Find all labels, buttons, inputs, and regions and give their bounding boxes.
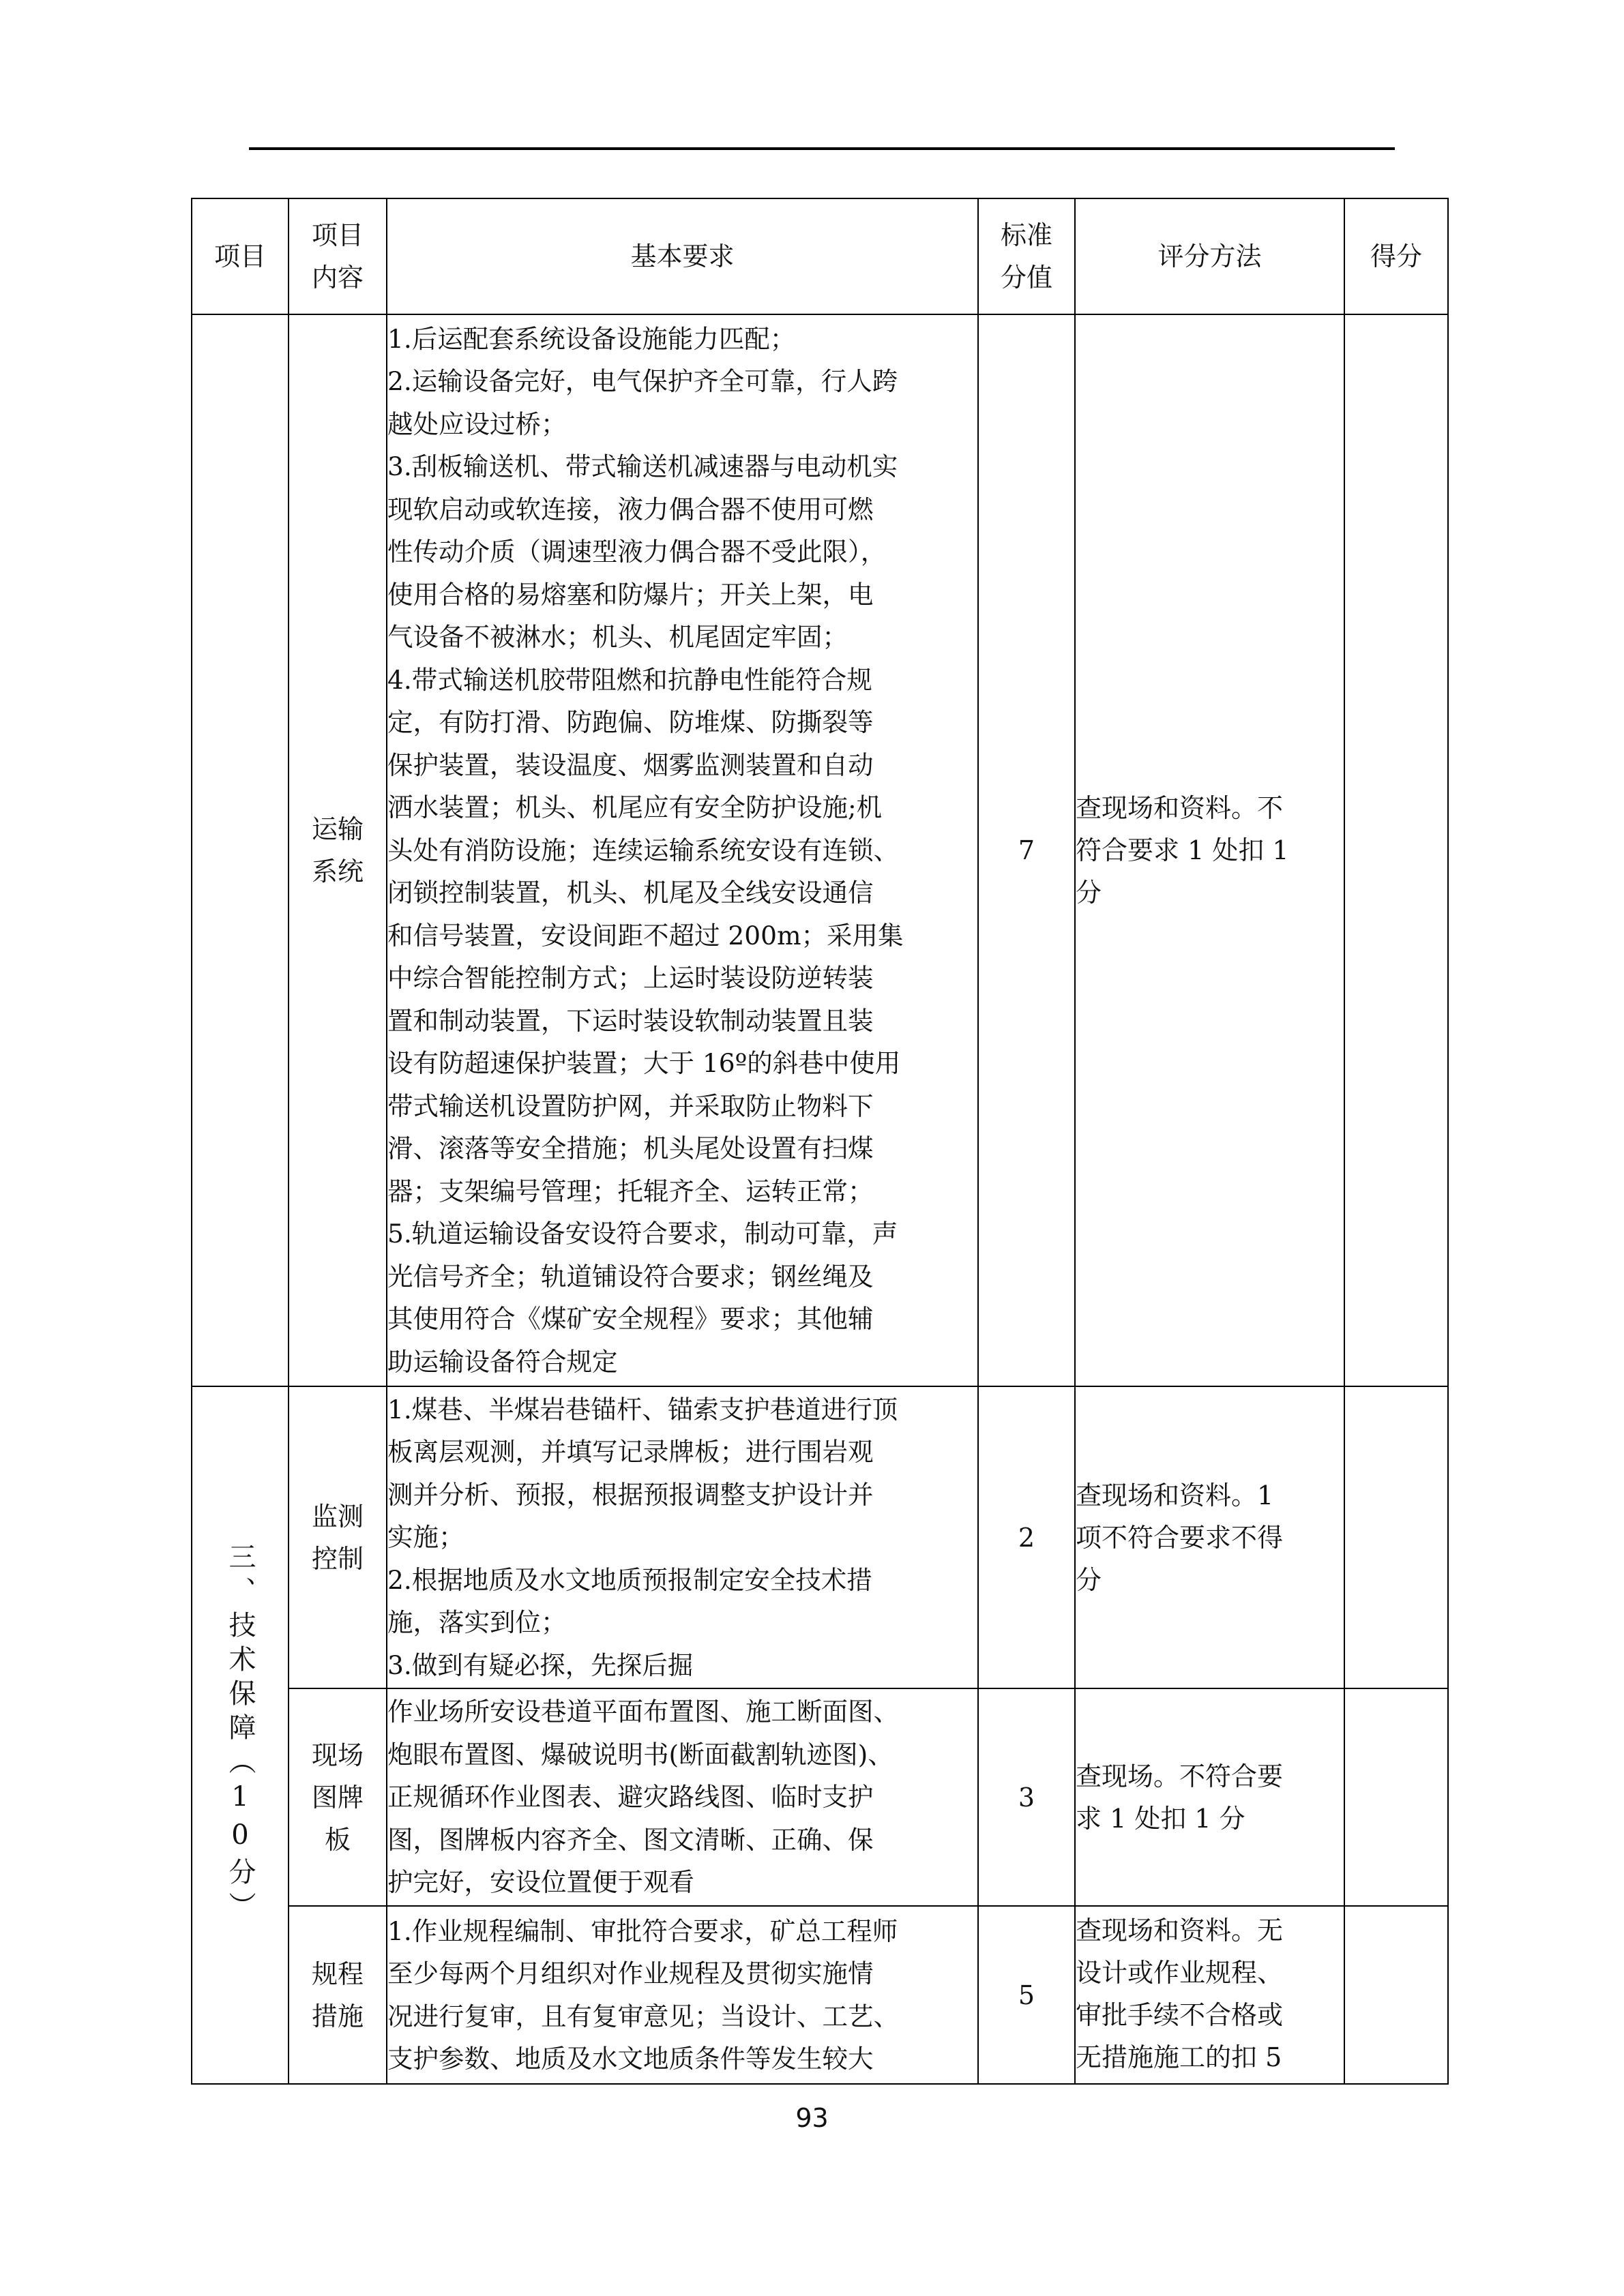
row-score xyxy=(1344,1906,1448,2084)
header-method: 评分方法 xyxy=(1075,198,1344,314)
row-standard: 5 xyxy=(978,1906,1075,2084)
row-method: 查现场。不符合要 求 1 处扣 1 分 xyxy=(1075,1688,1344,1906)
header-content: 项目 内容 xyxy=(289,198,387,314)
header-rule xyxy=(249,147,1395,150)
header-item: 项目 xyxy=(192,198,289,314)
row-standard: 3 xyxy=(978,1688,1075,1906)
row-content: 规程 措施 xyxy=(289,1906,387,2084)
row-method: 查现场和资料。不 符合要求 1 处扣 1 分 xyxy=(1075,314,1344,1386)
table-row xyxy=(192,1386,1448,1688)
table-row xyxy=(192,1688,1448,1906)
category-cell-empty xyxy=(192,314,289,1386)
row-standard: 2 xyxy=(978,1386,1075,1688)
row-content: 监测 控制 xyxy=(289,1386,387,1688)
header-score: 得分 xyxy=(1344,198,1448,314)
row-requirement: 1.后运配套系统设备设施能力匹配； 2.运输设备完好，电气保护齐全可靠，行人跨 越处应设过桥； 3.刮板输送机、带式输送机减速器与电动机实 现软启动或软连接，液力偶合器不使用可燃 性传动介质（调速型液力偶合器不受此限）， 使用合格的易熔塞和防爆片；开关上架，电 气设备不被淋水；机头、机尾固定牢固； 4.带式输送机胶带阻燃和抗静电性能符合规 定，有防打滑、防跑偏、防堆煤、防撕裂等 保护装置，装设温度、烟雾监测装置和自动 洒水装置；机头、机尾应有安全防护设施;机 头处有消防设施；连续运输系统安设有连锁、 闭锁控制装置，机头、机尾及全线安设通信 和信号装置，安设间距不超过 200m；采用集 中综合智能控制方式；上运时装设防逆转装 置和制动装置，下运时装设软制动装置且装 设有防超速保护装置；大于 16º的斜巷中使用 带式输送机设置防护网，并采取防止物料下 滑、滚落等安全措施；机头尾处设置有扫煤 器；支架编号管理；托辊齐全、运转正常； 5.轨道运输设备安设符合要求，制动可靠，声 光信号齐全；轨道铺设符合要求；钢丝绳及 其使用符合《煤矿安全规程》要求；其他辅 助运输设备符合规定 xyxy=(387,314,978,1386)
header-standard: 标准 分值 xyxy=(978,198,1075,314)
row-score xyxy=(1344,1386,1448,1688)
row-score xyxy=(1344,1688,1448,1906)
row-requirement: 1.煤巷、半煤岩巷锚杆、锚索支护巷道进行顶 板离层观测，并填写记录牌板；进行围岩观 测并分析、预报，根据预报调整支护设计并 实施； 2.根据地质及水文地质预报制定安全技术措 施，落实到位； 3.做到有疑必探，先探后掘 xyxy=(387,1386,978,1688)
row-content: 现场 图牌 板 xyxy=(289,1688,387,1906)
row-standard: 7 xyxy=(978,314,1075,1386)
table-header-row xyxy=(192,198,1448,314)
scoring-table xyxy=(191,198,1449,2085)
row-method: 查现场和资料。1 项不符合要求不得 分 xyxy=(1075,1386,1344,1688)
table-row xyxy=(192,314,1448,1386)
table-row xyxy=(192,1906,1448,2084)
row-content: 运输 系统 xyxy=(289,314,387,1386)
row-score xyxy=(1344,314,1448,1386)
category-cell: 三、技术保障（10分） xyxy=(192,1386,289,2084)
row-method: 查现场和资料。无 设计或作业规程、 审批手续不合格或 无措施施工的扣 5 xyxy=(1075,1906,1344,2084)
row-requirement: 作业场所安设巷道平面布置图、施工断面图、 炮眼布置图、爆破说明书(断面截割轨迹图)、 正规循环作业图表、避灾路线图、临时支护 图，图牌板内容齐全、图文清晰、正确、保 护完好，安设位置便于观看 xyxy=(387,1688,978,1906)
row-requirement: 1.作业规程编制、审批符合要求，矿总工程师 至少每两个月组织对作业规程及贯彻实施情 况进行复审，且有复审意见；当设计、工艺、 支护参数、地质及水文地质条件等发生较大 xyxy=(387,1906,978,2084)
page-number: 93 xyxy=(795,2103,829,2133)
header-requirement: 基本要求 xyxy=(387,198,978,314)
